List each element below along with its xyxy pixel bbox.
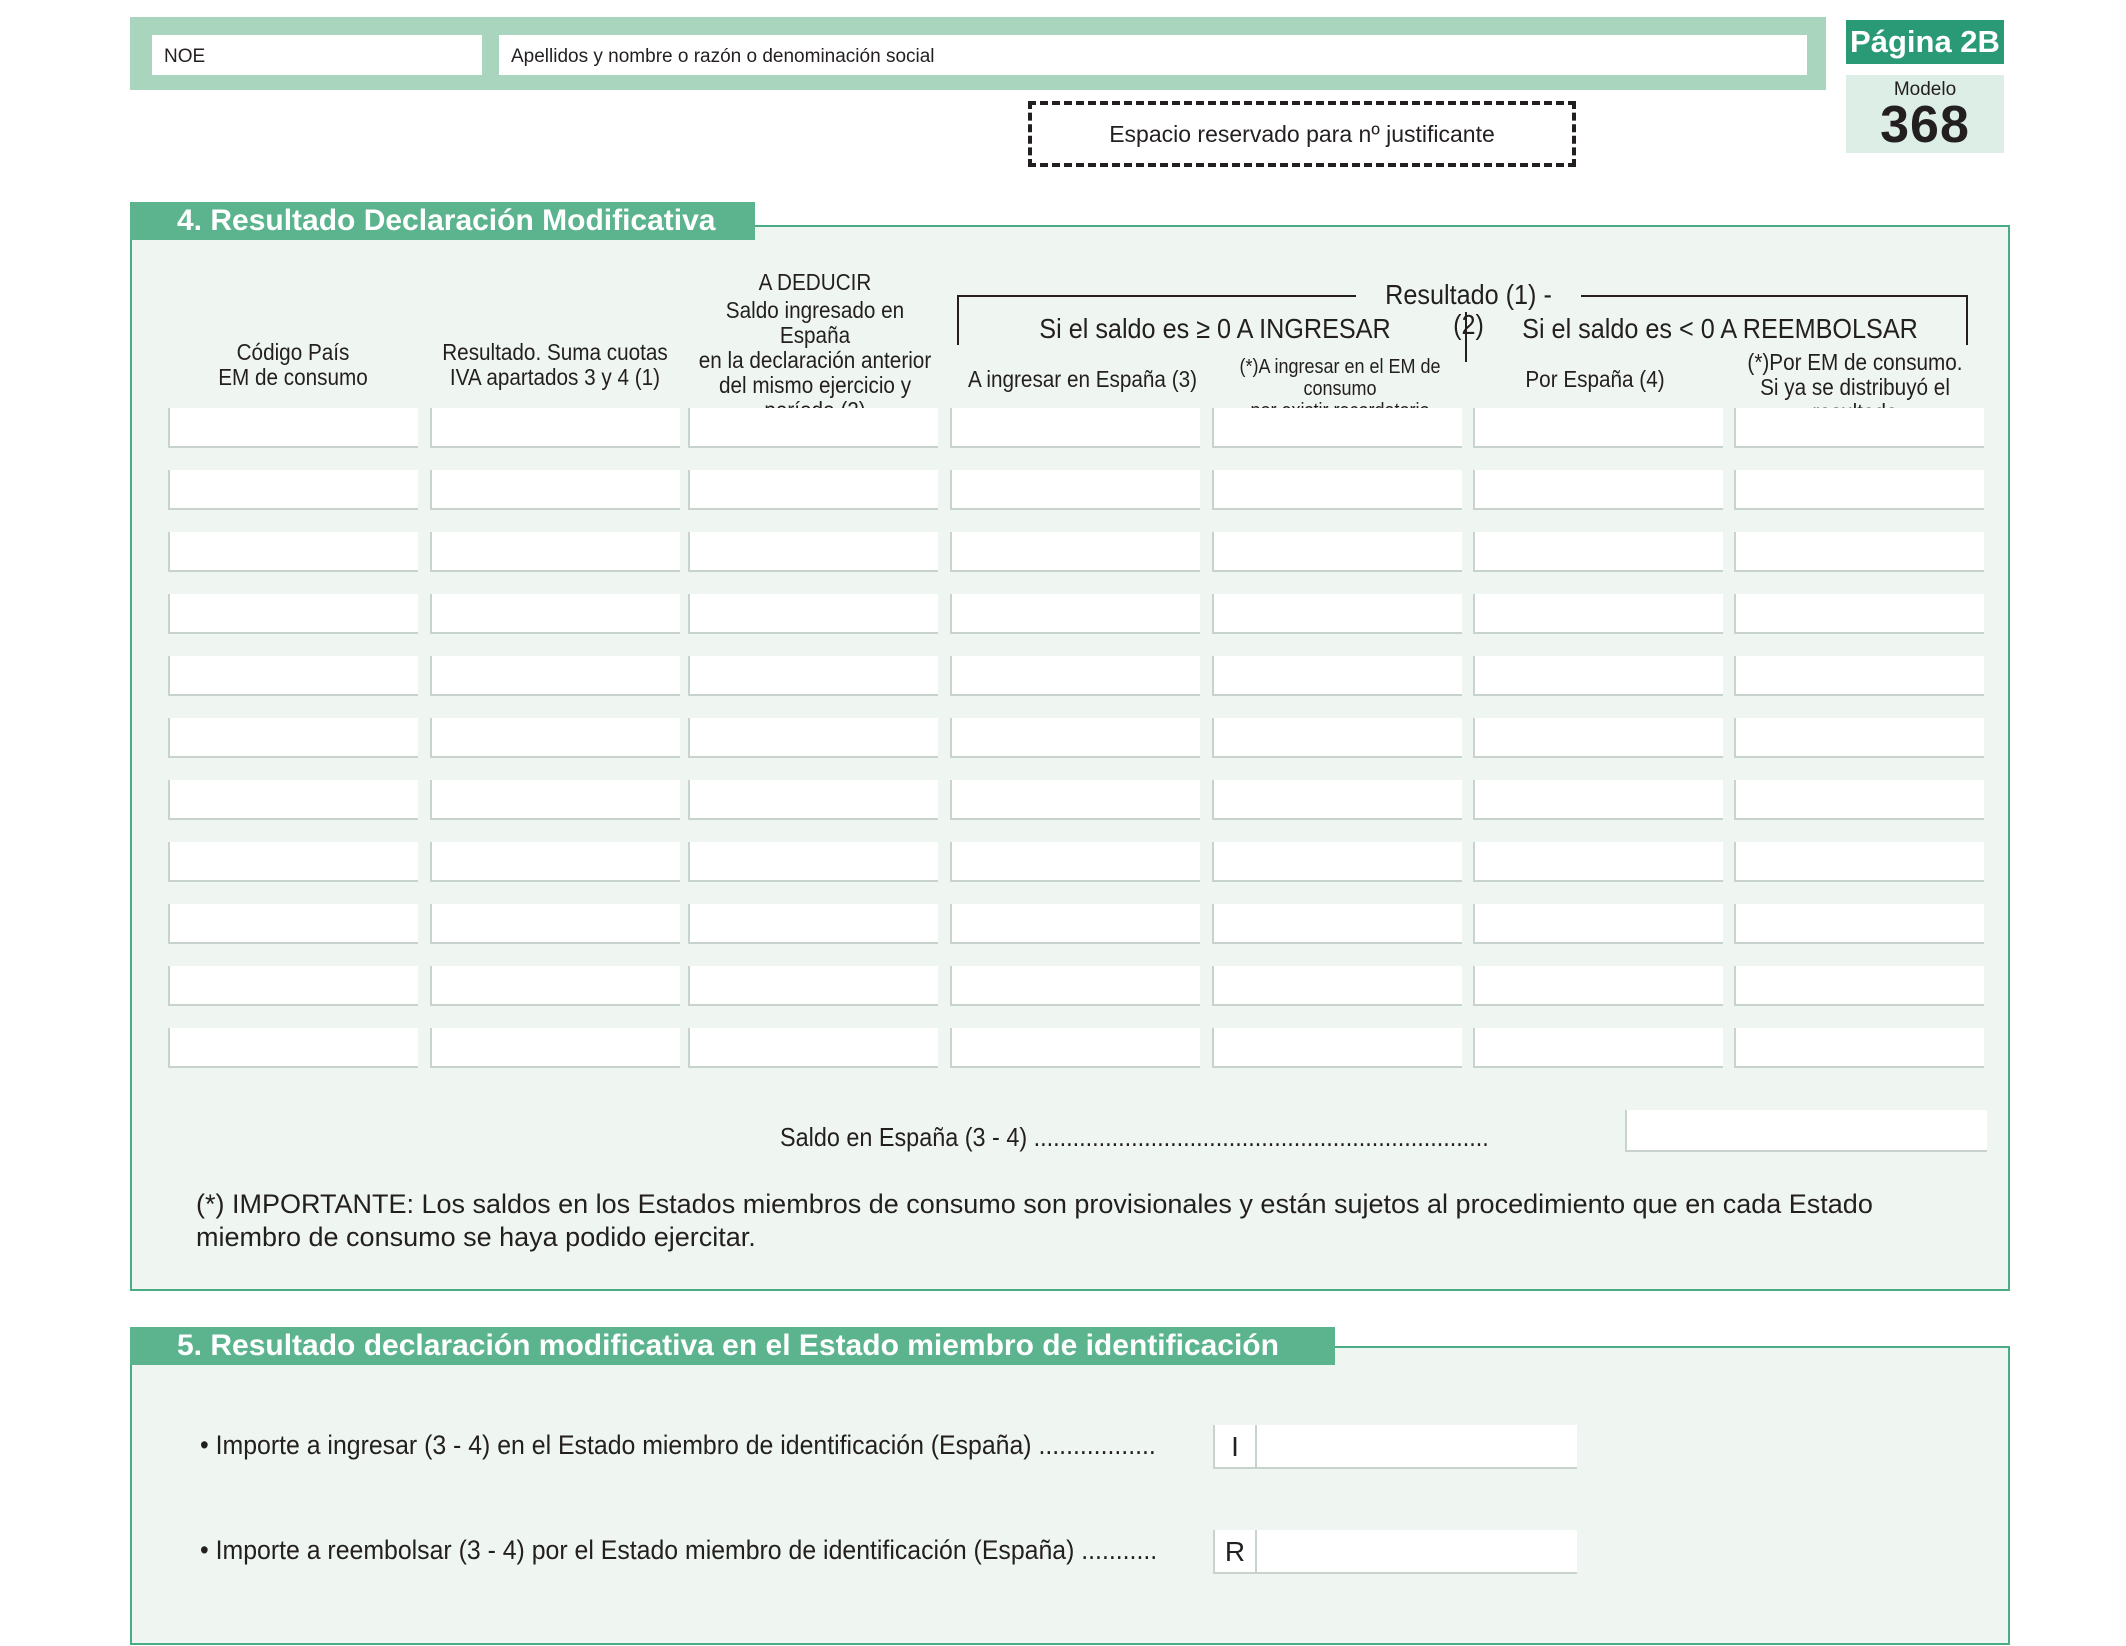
cell-spain-out[interactable]: [1473, 904, 1723, 944]
cell-deduct[interactable]: [688, 780, 938, 820]
cell-spain-in[interactable]: [950, 780, 1200, 820]
col-header-deduct-line2: en la declaración anterior: [698, 347, 932, 373]
cell-country-code[interactable]: [168, 718, 418, 758]
cell-em-out[interactable]: [1734, 594, 1984, 634]
cell-result-sum[interactable]: [430, 470, 680, 510]
result-bracket-left-tick: [957, 295, 959, 345]
col-header-deduct-title: A DEDUCIR: [758, 269, 872, 295]
cell-spain-in[interactable]: [950, 1028, 1200, 1068]
cell-spain-in[interactable]: [950, 656, 1200, 696]
section-4-title: 4. Resultado Declaración Modificativa: [130, 202, 755, 240]
cell-em-in[interactable]: [1212, 470, 1462, 510]
cell-em-out[interactable]: [1734, 842, 1984, 882]
cell-deduct[interactable]: [688, 718, 938, 758]
cell-result-sum[interactable]: [430, 1028, 680, 1068]
cell-deduct[interactable]: [688, 904, 938, 944]
important-note: (*) IMPORTANTE: Los saldos en los Estados miembros de consumo son provisionales y están sujetos al procedimiento que en cada Estado miembro de consumo se haya podido ejercitar.: [196, 1189, 1873, 1252]
cell-spain-in[interactable]: [950, 904, 1200, 944]
cell-spain-out[interactable]: [1473, 656, 1723, 696]
cell-country-code[interactable]: [168, 1028, 418, 1068]
page-badge: Página 2B: [1846, 20, 2004, 64]
col-header-deduct-line1: Saldo ingresado en España: [725, 297, 905, 348]
cell-spain-out[interactable]: [1473, 594, 1723, 634]
cell-em-in[interactable]: [1212, 408, 1462, 448]
cell-deduct[interactable]: [688, 1028, 938, 1068]
col-header-country-line1: Código País: [236, 339, 350, 365]
cell-deduct[interactable]: [688, 532, 938, 572]
cell-em-in[interactable]: [1212, 904, 1462, 944]
section-5-title: 5. Resultado declaración modificativa en el Estado miembro de identificación: [130, 1327, 1335, 1365]
col-header-em-in-line1: (*)A ingresar en el EM de consumo: [1239, 356, 1441, 400]
section-5: [130, 1346, 2010, 1645]
cell-spain-out[interactable]: [1473, 408, 1723, 448]
saldo-label: Saldo en España (3 - 4) ......................................................................: [780, 1122, 1489, 1152]
noe-label: NOE: [164, 46, 206, 67]
cell-em-out[interactable]: [1734, 904, 1984, 944]
cell-country-code[interactable]: [168, 966, 418, 1006]
cell-em-out[interactable]: [1734, 1028, 1984, 1068]
model-number: 368: [1880, 96, 1970, 154]
cell-em-out[interactable]: [1734, 966, 1984, 1006]
col-header-em-out-line1: (*)Por EM de consumo.: [1747, 349, 1963, 375]
cell-deduct[interactable]: [688, 656, 938, 696]
ingresar-line-label: • Importe a ingresar (3 - 4) en el Estado miembro de identificación (España) .................: [200, 1430, 1156, 1460]
col-header-spain-out: Por España (4): [1525, 366, 1665, 392]
cell-result-sum[interactable]: [430, 842, 680, 882]
col-header-deduct-line3: del mismo ejercicio y: [718, 372, 912, 398]
cell-em-in[interactable]: [1212, 780, 1462, 820]
cell-em-in[interactable]: [1212, 966, 1462, 1006]
cell-spain-out[interactable]: [1473, 842, 1723, 882]
cell-deduct[interactable]: [688, 966, 938, 1006]
cell-em-out[interactable]: [1734, 408, 1984, 448]
cell-country-code[interactable]: [168, 408, 418, 448]
col-header-deduct: [694, 270, 937, 423]
cell-deduct[interactable]: [688, 408, 938, 448]
cell-em-out[interactable]: [1734, 780, 1984, 820]
cell-spain-out[interactable]: [1473, 1028, 1723, 1068]
model-label: Modelo: [1893, 79, 1957, 100]
cell-em-in[interactable]: [1212, 718, 1462, 758]
ingresar-code: I: [1215, 1425, 1257, 1467]
cell-result-sum[interactable]: [430, 532, 680, 572]
cell-spain-out[interactable]: [1473, 966, 1723, 1006]
cell-result-sum[interactable]: [430, 718, 680, 758]
cell-spain-in[interactable]: [950, 966, 1200, 1006]
cell-result-sum[interactable]: [430, 408, 680, 448]
cell-spain-out[interactable]: [1473, 532, 1723, 572]
cell-country-code[interactable]: [168, 842, 418, 882]
cell-result-sum[interactable]: [430, 904, 680, 944]
cell-em-in[interactable]: [1212, 656, 1462, 696]
noe-field[interactable]: [152, 35, 482, 75]
result-bracket-right-tick: [1966, 295, 1968, 345]
result-bracket-left: [957, 295, 1356, 297]
cell-em-in[interactable]: [1212, 594, 1462, 634]
cell-country-code[interactable]: [168, 780, 418, 820]
cell-em-in[interactable]: [1212, 532, 1462, 572]
cell-deduct[interactable]: [688, 842, 938, 882]
cell-spain-in[interactable]: [950, 594, 1200, 634]
col-header-result-line2: IVA apartados 3 y 4 (1): [449, 364, 661, 390]
cell-spain-in[interactable]: [950, 470, 1200, 510]
reserved-space-box: [1028, 101, 1576, 167]
reembolsar-amount-input[interactable]: [1213, 1530, 1577, 1574]
cell-result-sum[interactable]: [430, 966, 680, 1006]
col-header-result-line1: Resultado. Suma cuotas: [442, 339, 668, 365]
cell-country-code[interactable]: [168, 594, 418, 634]
reembolsar-group-label: Si el saldo es < 0 A REEMBOLSAR: [1522, 313, 1918, 344]
col-header-spain-in: A ingresar en España (3): [968, 366, 1197, 392]
header-bar: [130, 17, 1826, 90]
cell-em-out[interactable]: [1734, 470, 1984, 510]
name-label: Apellidos y nombre o razón o denominación social: [511, 46, 935, 67]
cell-em-in[interactable]: [1212, 1028, 1462, 1068]
cell-spain-out[interactable]: [1473, 780, 1723, 820]
cell-spain-in[interactable]: [950, 532, 1200, 572]
cell-spain-in[interactable]: [950, 842, 1200, 882]
col-header-result: [434, 340, 677, 390]
cell-result-sum[interactable]: [430, 656, 680, 696]
reembolsar-code: R: [1215, 1530, 1257, 1572]
cell-em-in[interactable]: [1212, 842, 1462, 882]
model-badge: [1846, 75, 2004, 153]
reserved-space-label: Espacio reservado para nº justificante: [1109, 121, 1495, 147]
cell-result-sum[interactable]: [430, 594, 680, 634]
cell-country-code[interactable]: [168, 656, 418, 696]
result-bracket-right: [1581, 295, 1968, 297]
saldo-input[interactable]: [1625, 1110, 1987, 1152]
cell-country-code[interactable]: [168, 904, 418, 944]
cell-spain-in[interactable]: [950, 408, 1200, 448]
ingresar-amount-input[interactable]: [1213, 1425, 1577, 1469]
cell-spain-in[interactable]: [950, 718, 1200, 758]
cell-em-out[interactable]: [1734, 718, 1984, 758]
cell-spain-out[interactable]: [1473, 470, 1723, 510]
cell-spain-out[interactable]: [1473, 718, 1723, 758]
col-header-country-line2: EM de consumo: [218, 364, 368, 390]
cell-country-code[interactable]: [168, 532, 418, 572]
cell-country-code[interactable]: [168, 470, 418, 510]
cell-em-out[interactable]: [1734, 532, 1984, 572]
cell-em-out[interactable]: [1734, 656, 1984, 696]
col-header-em-out-line2: Si ya se distribuyó el: [1760, 374, 1950, 400]
col-header-country: [181, 340, 406, 390]
reembolsar-line-label: • Importe a reembolsar (3 - 4) por el Estado miembro de identificación (España) ...........: [200, 1535, 1158, 1565]
result-group-label: Resultado (1) - (2): [1385, 279, 1552, 340]
cell-deduct[interactable]: [688, 470, 938, 510]
cell-result-sum[interactable]: [430, 780, 680, 820]
name-field[interactable]: [499, 35, 1807, 75]
ingresar-group-label: Si el saldo es ≥ 0 A INGRESAR: [1039, 313, 1391, 344]
cell-deduct[interactable]: [688, 594, 938, 634]
